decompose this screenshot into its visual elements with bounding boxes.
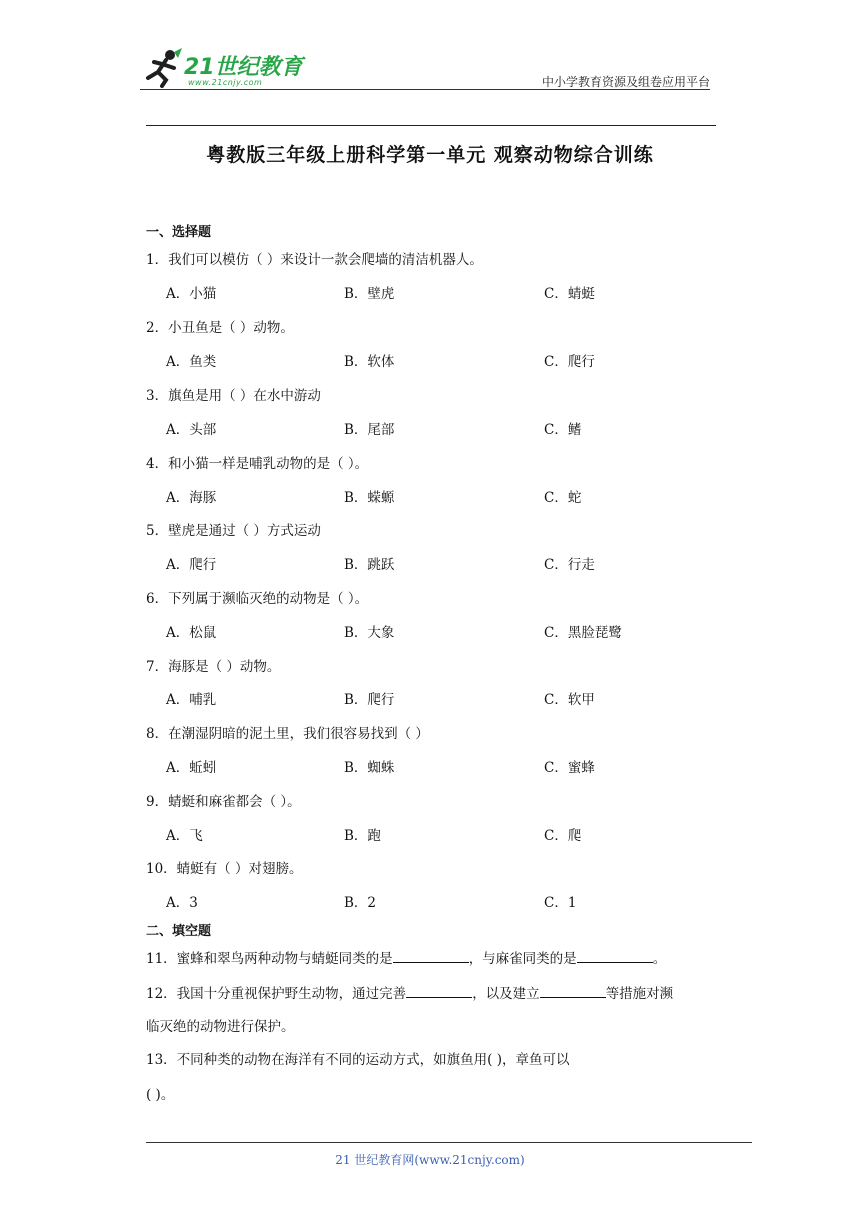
page-title: 粤教版三年级上册科学第一单元 观察动物综合训练 xyxy=(206,144,654,166)
q2-option-a: A．鱼类 xyxy=(166,354,217,370)
q1-option-c: C．蜻蜓 xyxy=(544,286,595,302)
q9-option-c: C．爬 xyxy=(544,828,582,844)
question-7: 7．海豚是（ ）动物。 xyxy=(146,659,281,675)
q1-option-b: B．壁虎 xyxy=(344,286,395,302)
q2-option-c: C．爬行 xyxy=(544,354,595,370)
q10-option-a: A．3 xyxy=(166,895,198,911)
question-8: 8．在潮湿阴暗的泥土里，我们很容易找到（ ） xyxy=(146,726,429,742)
q11-text-part1: 11．蜜蜂和翠鸟两种动物与蜻蜓同类的是 xyxy=(146,951,393,967)
q12-text-part2: ，以及建立 xyxy=(472,986,540,1002)
q5-option-b: B．跳跃 xyxy=(344,557,395,573)
q6-option-a: A．松鼠 xyxy=(166,625,217,641)
q6-option-b: B．大象 xyxy=(344,625,395,641)
q13-line2: ( )。 xyxy=(146,1087,175,1103)
q12-answer-blank-1[interactable] xyxy=(406,983,472,998)
q10-option-c: C．1 xyxy=(544,895,577,911)
section-heading-fill: 二、填空题 xyxy=(146,924,212,939)
running-person-icon xyxy=(140,48,184,88)
q7-option-a: A．哺乳 xyxy=(166,692,217,708)
q8-option-a: A．蚯蚓 xyxy=(166,760,217,776)
header-divider xyxy=(140,89,710,90)
question-13: 13．不同种类的动物在海洋有不同的运动方式，如旗鱼用( )，章鱼可以 xyxy=(146,1052,570,1068)
q12-text-part1: 12．我国十分重视保护野生动物，通过完善 xyxy=(146,986,407,1002)
question-5: 5．壁虎是通过（ ）方式运动 xyxy=(146,523,321,539)
title-divider xyxy=(146,125,716,126)
logo-text: 21世纪教育 xyxy=(184,55,303,80)
q3-option-b: B．尾部 xyxy=(344,422,395,438)
q10-option-b: B．2 xyxy=(344,895,377,911)
q6-option-c: C．黑脸琵鹭 xyxy=(544,625,622,641)
q4-option-c: C．蛇 xyxy=(544,490,582,506)
q8-option-b: B．蜘蛛 xyxy=(344,760,395,776)
question-4: 4．和小猫一样是哺乳动物的是（ ）。 xyxy=(146,456,369,472)
q11-answer-blank-2[interactable] xyxy=(577,948,653,963)
q7-option-b: B．爬行 xyxy=(344,692,395,708)
question-2: 2．小丑鱼是（ ）动物。 xyxy=(146,320,294,336)
q3-option-a: A．头部 xyxy=(166,422,217,438)
site-logo xyxy=(140,46,310,90)
q5-option-c: C．行走 xyxy=(544,557,595,573)
q12-text-part3: 等措施对濒 xyxy=(605,986,674,1002)
q1-option-a: A．小猫 xyxy=(166,286,217,302)
footer-divider xyxy=(146,1142,752,1143)
question-12 xyxy=(146,982,673,1002)
q11-text-part3: 。 xyxy=(652,951,667,967)
question-3: 3．旗鱼是用（ ）在水中游动 xyxy=(146,388,321,404)
q4-option-a: A．海豚 xyxy=(166,490,217,506)
q11-answer-blank-1[interactable] xyxy=(393,948,469,963)
q4-option-b: B．蝾螈 xyxy=(344,490,395,506)
q12-line2: 临灭绝的动物进行保护。 xyxy=(146,1019,295,1035)
q9-option-a: A．飞 xyxy=(166,828,203,844)
logo-url: www.21cnjy.com xyxy=(188,78,263,87)
q12-answer-blank-2[interactable] xyxy=(540,983,606,998)
q11-text-part2: ，与麻雀同类的是 xyxy=(468,951,577,967)
question-10: 10．蜻蜓有（ ）对翅膀。 xyxy=(146,861,303,877)
q9-option-b: B．跑 xyxy=(344,828,381,844)
q2-option-b: B．软体 xyxy=(344,354,395,370)
section-heading-choice: 一、选择题 xyxy=(146,225,212,240)
q8-option-c: C．蜜蜂 xyxy=(544,760,595,776)
header-tagline: 中小学教育资源及组卷应用平台 xyxy=(541,75,710,89)
footer-link[interactable]: 21 世纪教育网(www.21cnjy.com) xyxy=(335,1153,525,1167)
question-11 xyxy=(146,947,666,967)
q7-option-c: C．软甲 xyxy=(544,692,595,708)
q5-option-a: A．爬行 xyxy=(166,557,217,573)
q3-option-c: C．鳍 xyxy=(544,422,582,438)
question-6: 6．下列属于濒临灭绝的动物是（ ）。 xyxy=(146,591,369,607)
question-1: 1．我们可以模仿（ ）来设计一款会爬墙的清洁机器人。 xyxy=(146,252,483,268)
question-9: 9．蜻蜓和麻雀都会（ ）。 xyxy=(146,794,301,810)
